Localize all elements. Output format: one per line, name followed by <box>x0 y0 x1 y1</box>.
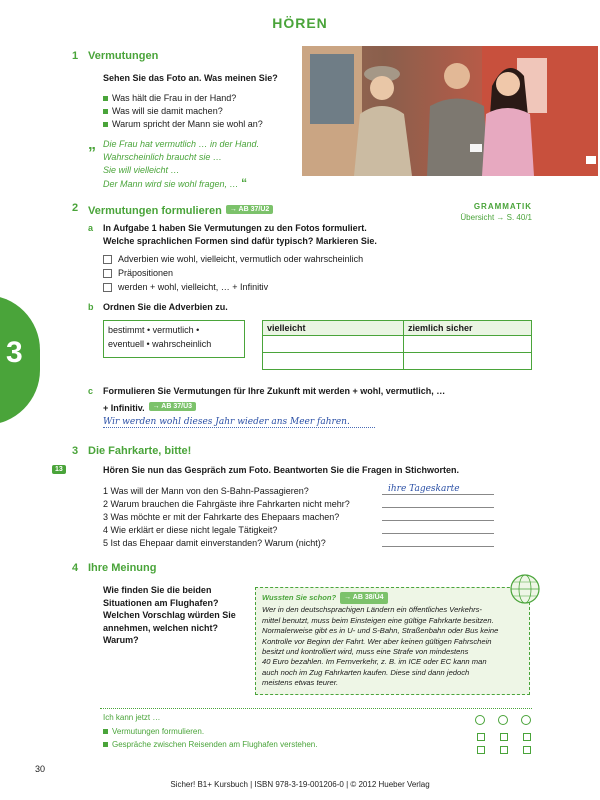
section-title: Vermutungen formulieren <box>88 205 222 217</box>
word-list: eventuell • wahrscheinlich <box>108 339 212 349</box>
section-number: 4 <box>72 562 79 574</box>
option-row: Präpositionen <box>103 268 173 278</box>
cando-heading: Ich kann jetzt … <box>103 713 161 722</box>
section-heading <box>88 201 273 219</box>
workbook-badge: → AB 37/Ü2 <box>226 205 273 214</box>
task-instruction: Sehen Sie das Foto an. Was meinen Sie? <box>103 73 278 83</box>
section-number: 2 <box>72 202 79 214</box>
checkbox[interactable] <box>103 255 112 264</box>
table-cell[interactable] <box>263 353 404 370</box>
section-number: 3 <box>72 445 79 457</box>
section-title: Ihre Meinung <box>88 562 157 574</box>
table-cell[interactable] <box>263 336 404 353</box>
chapter-number: 3 <box>6 336 23 369</box>
list-item: Warum spricht der Mann sie wohl an? <box>103 119 263 129</box>
answer-line[interactable] <box>382 533 494 534</box>
question-item: 2 Warum brauchen die Fahrgäste ihre Fahrkarten nicht mehr? <box>103 499 350 509</box>
question-item: 5 Ist das Ehepaar damit einverstanden? Warum (nicht)? <box>103 538 326 548</box>
quote-line: Sie will vielleicht … <box>103 165 180 175</box>
word-box <box>103 320 245 358</box>
answer-text: ihre Tageskarte <box>388 484 460 494</box>
track-number: 13 <box>55 466 63 473</box>
photo <box>302 46 598 176</box>
section-number: 1 <box>72 50 79 62</box>
workbook-badge: → AB 37/Ü3 <box>149 402 196 411</box>
photo-illustration <box>302 46 598 176</box>
info-line: Normalerweise gibt es in U- und S-Bahn, Straßenbahn oder Bus keine <box>262 626 499 636</box>
info-line: besitzt und kontrolliert wird, muss eine Strafe von mindestens <box>262 647 469 657</box>
globe-icon <box>508 572 542 611</box>
grammar-label: GRAMMATIK <box>473 202 532 211</box>
cando-item: Gespräche zwischen Reisenden am Flughafen verstehen. <box>103 740 317 749</box>
info-line: 40 Euro bezahlen. Im Fernverkehr, z. B. im ICE oder EC kann man <box>262 657 487 667</box>
answer-line[interactable] <box>382 507 494 508</box>
quote-block <box>103 138 283 191</box>
list-item: Was will sie damit machen? <box>103 106 223 116</box>
cando-item: Vermutungen formulieren. <box>103 727 204 736</box>
column-header: ziemlich sicher <box>404 321 532 336</box>
divider <box>100 708 532 709</box>
task-letter: c <box>88 386 94 396</box>
task-letter: a <box>88 223 94 233</box>
self-check-box[interactable] <box>500 741 508 759</box>
grammar-reference: Übersicht → S. 40/1 <box>460 213 532 222</box>
info-line: mittel benutzt, muss beim Einsteigen eine gültige Fahrkarte besitzen. <box>262 615 494 625</box>
self-check-box[interactable] <box>477 741 485 759</box>
quote-line: Der Mann wird sie wohl fragen, … “ <box>103 176 248 190</box>
info-line: meistens etwas teurer. <box>262 678 339 688</box>
bullet-icon <box>103 729 108 734</box>
bullet-icon <box>103 122 108 127</box>
table-cell[interactable] <box>404 353 532 370</box>
bullet-icon <box>103 109 108 114</box>
bullet-icon <box>103 96 108 101</box>
section-title: Die Fahrkarte, bitte! <box>88 445 192 457</box>
option-row: werden + wohl, vielleicht, … + Infinitiv <box>103 282 268 292</box>
self-check-box[interactable] <box>523 741 531 759</box>
checkbox[interactable] <box>103 283 112 292</box>
task-letter: b <box>88 302 94 312</box>
list-item: Was hält die Frau in der Hand? <box>103 93 236 103</box>
answer-line[interactable] <box>382 546 494 547</box>
task-instruction: Formulieren Sie Vermutungen für Ihre Zukunft mit werden + wohl, vermutlich, … <box>103 386 446 396</box>
table-cell[interactable] <box>404 336 532 353</box>
option-row: Adverbien wie wohl, vielleicht, vermutlich oder wahrscheinlich <box>103 254 363 264</box>
info-line: Kontrolle vor Beginn der Fahrt. Wer aber keinen gültigen Fahrschein <box>262 636 492 646</box>
info-heading: Wussten Sie schon? <box>262 593 337 603</box>
question-item: 4 Wie erklärt er diese nicht legale Tätigkeit? <box>103 525 278 535</box>
question-item: 3 Was möchte er mit der Fahrkarte des Ehepaars machen? <box>103 512 340 522</box>
discussion-question: Wie finden Sie die beiden Situationen am Flughafen? Welchen Vorschlag würden Sie annehmen, welchen nicht? Warum? <box>103 585 236 645</box>
answer-line[interactable] <box>382 520 494 521</box>
section-title: Vermutungen <box>88 50 159 62</box>
word-list: bestimmt • vermutlich • <box>108 325 200 335</box>
answer-line[interactable] <box>382 494 494 495</box>
adverb-table <box>262 320 532 370</box>
quote-open-mark: „ <box>88 136 96 153</box>
column-header: vielleicht <box>263 321 404 336</box>
task-instruction: In Aufgabe 1 haben Sie Vermutungen zu den Fotos formuliert. <box>103 223 367 233</box>
info-line: auch noch im Zug Fahrkarten kaufen. Diese sind dann jedoch <box>262 667 470 677</box>
info-line: Wer in den deutschsprachigen Ländern ein öffentliches Verkehrs- <box>262 605 482 615</box>
audio-track-icon[interactable] <box>52 465 66 474</box>
bullet-icon <box>103 742 108 747</box>
task-instruction: Welche sprachlichen Formen sind dafür typisch? Markieren Sie. <box>103 236 377 246</box>
task-instruction: Hören Sie nun das Gespräch zum Foto. Beantworten Sie die Fragen in Stichworten. <box>103 465 460 475</box>
info-heading-row <box>262 592 523 604</box>
example-answer: Wir werden wohl dieses Jahr wieder ans Meer fahren. <box>103 417 375 428</box>
question-item: 1 Was will der Mann von den S-Bahn-Passagieren? <box>103 486 309 496</box>
quote-line: Wahrscheinlich braucht sie … <box>103 152 222 162</box>
page-number: 30 <box>35 764 46 774</box>
task-instruction: Ordnen Sie die Adverbien zu. <box>103 302 228 312</box>
page-title: HÖREN <box>272 15 328 31</box>
task-instruction-row: + Infinitiv. → AB 37/Ü3 <box>103 398 196 416</box>
workbook-badge: → AB 38/Ü4 <box>340 592 387 604</box>
footer-text: Sicher! B1+ Kursbuch | ISBN 978-3-19-001206-0 | © 2012 Hueber Verlag <box>170 780 430 789</box>
checkbox[interactable] <box>103 269 112 278</box>
info-box <box>255 587 530 695</box>
quote-line: Die Frau hat vermutlich … in der Hand. <box>103 139 260 149</box>
